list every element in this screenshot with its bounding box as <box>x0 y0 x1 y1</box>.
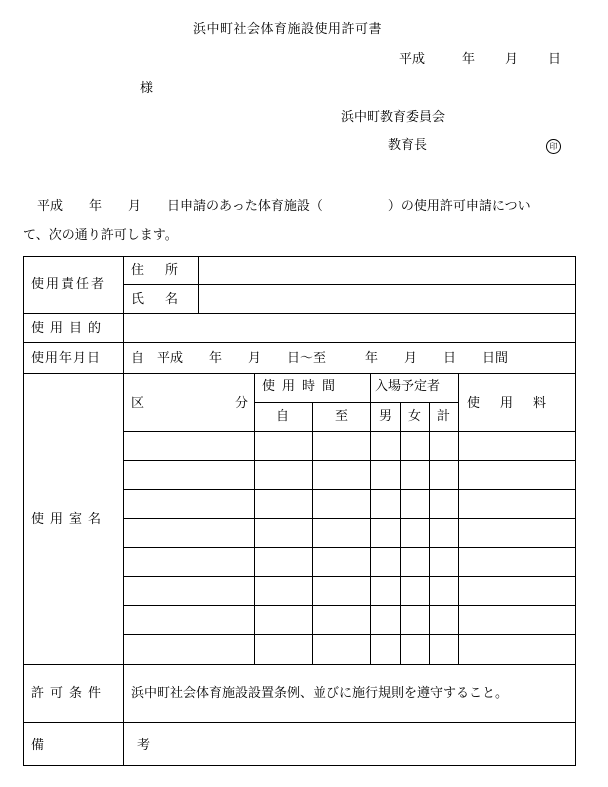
issuer-title: 教育長 <box>388 138 428 153</box>
document-title: 浜中町社会体育施設使用許可書 <box>193 22 383 37</box>
remarks-field[interactable] <box>127 726 572 762</box>
address-label: 住 所 <box>131 263 183 278</box>
time-label: 使用時間 <box>262 379 343 394</box>
fee-label: 使用料 <box>467 396 567 411</box>
conditions-value: 浜中町社会体育施設設置条例、並びに施行規則を遵守すること。 <box>131 686 509 701</box>
section-label-2: 分 <box>235 396 249 411</box>
male-label: 男 <box>379 409 393 424</box>
intro-line-2: て、次の通り許可します。 <box>23 228 178 243</box>
time-to-label: 至 <box>335 409 349 424</box>
total-label: 計 <box>437 409 451 424</box>
name-field[interactable] <box>203 287 571 311</box>
purpose-label: 使用目的 <box>31 321 108 336</box>
responsible-person-label: 使用責任者 <box>31 277 107 292</box>
seal-mark <box>546 138 561 154</box>
purpose-field[interactable] <box>127 316 572 340</box>
addressee-suffix: 様 <box>140 81 154 96</box>
attendees-label: 入場予定者 <box>375 379 441 394</box>
female-label: 女 <box>408 409 422 424</box>
period-value: 自 平成 年 月 日～至 年 月 日 日間 <box>131 351 509 366</box>
section-label: 区 <box>131 396 145 411</box>
room-label: 使用室名 <box>31 512 108 527</box>
name-label: 氏 名 <box>131 292 183 307</box>
period-label: 使用年月日 <box>31 351 102 366</box>
date-day: 日 <box>548 52 562 67</box>
date-era: 平成 <box>399 52 426 67</box>
date-year: 年 <box>462 52 476 67</box>
address-field[interactable] <box>203 258 571 282</box>
remarks-label: 備 考 <box>31 738 191 753</box>
conditions-label: 許可条件 <box>31 686 108 701</box>
issuer-org: 浜中町教育委員会 <box>341 110 446 125</box>
intro-line-1: 平成 年 月 日申請のあった体育施設（ ）の使用許可申請につい <box>37 199 531 214</box>
time-from-label: 自 <box>276 409 290 424</box>
seal-icon: 印 <box>546 139 561 154</box>
permit-table <box>23 256 576 766</box>
date-month: 月 <box>505 52 519 67</box>
